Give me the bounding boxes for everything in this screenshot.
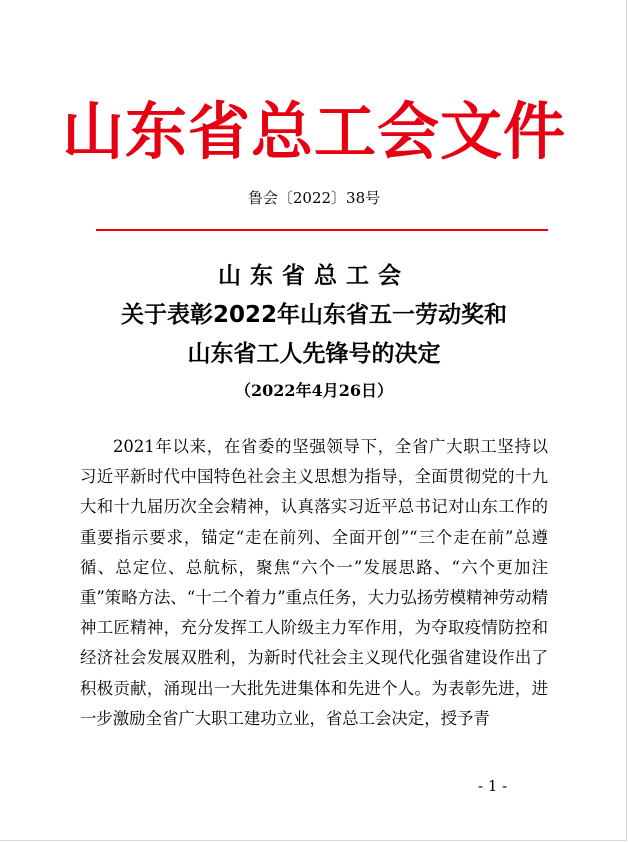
body-paragraph: 2021年以来，在省委的坚强领导下，全省广大职工坚持以习近平新时代中国特色社会主义思想为指导，全面贯彻党的十九大和十九届历次全会精神，认真落实习近平总书记对山东工作的重要指示要求，锚定“走在前列、全面开创”“三个走在前”总遵循、总定位、总航标，聚焦“六个一”发展思路、“六个更加注重”策略方法、“十二个着力”重点任务，大力弘扬劳模精神劳动精神工匠精神，充分发挥工人阶级主力军作用，为夺取疫情防控和经济社会发展双胜利，为新时代社会主义现代化强省建设作出了积极贡献，涌现出一大批先进集体和先进个人。为表彰先进，进一步激励全省广大职工建功立业，省总工会决定，授予青 bbox=[80, 437, 548, 728]
title-line-3: 山东省工人先锋号的决定 bbox=[187, 341, 441, 367]
issue-date: （2022年4月26日） bbox=[235, 381, 393, 400]
title-line-2: 关于表彰2022年山东省五一劳动奖和 bbox=[120, 302, 507, 328]
document-header-title: 山东省总工会文件 bbox=[61, 95, 566, 168]
title-line-1: 山东省总工会 bbox=[218, 263, 410, 289]
red-separator-line bbox=[96, 229, 548, 231]
page-number: - 1 - bbox=[478, 777, 508, 795]
document-number: 鲁会〔2022〕38号 bbox=[247, 189, 381, 207]
